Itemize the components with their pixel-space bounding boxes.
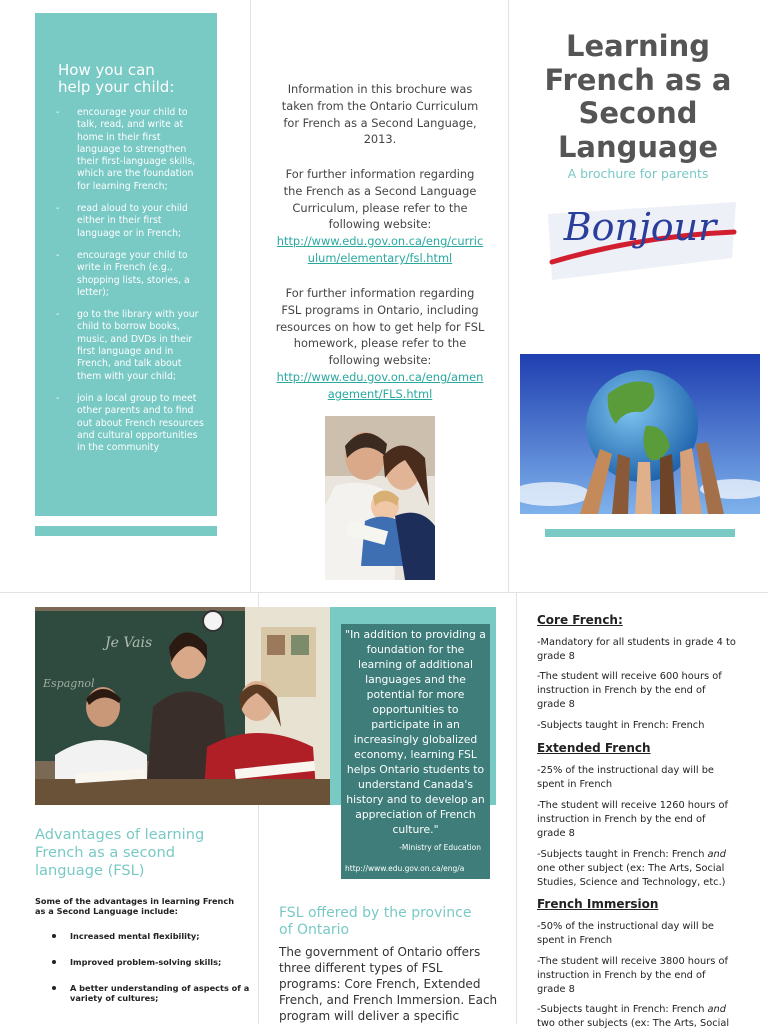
curriculum-paragraph (275, 166, 485, 267)
fsl-offered-title: FSL offered by the province of Ontario (279, 905, 472, 938)
advantages-intro: Some of the advantages in learning French as a Second Language include: (35, 896, 235, 916)
french-immersion-heading: French Immersion (537, 897, 659, 911)
help-list-item: - encourage your child to talk, read, and write at home in their first language to strengthen their first-language skills, which are the foundation for learning French; (54, 107, 204, 193)
curriculum-text: For further information regarding the French as a Second Language Curriculum, please refer to the following website: (283, 167, 477, 232)
subjects-text: -Subjects taught in French: French (537, 1004, 708, 1015)
decorative-bar (35, 526, 217, 536)
subjects-text: one other subject (ex: The Arts, Social Studies, Science and Technology, etc.) (537, 862, 726, 888)
help-list-item: - join a local group to meet other parents and to find out about French resources and cultural opportunities in the community (54, 393, 204, 454)
subjects-text: -Subjects taught in French: French (537, 849, 708, 860)
classroom-photo (35, 607, 330, 805)
help-title-line: How you can (58, 61, 155, 79)
advantages-list-item: Improved problem-solving skills; (35, 957, 250, 967)
quote-attribution: -Ministry of Education (399, 843, 481, 852)
help-list-item: - go to the library with your child to borrow books, music, and DVDs in their first language and in French, and talk about them with your child; (54, 309, 204, 383)
svg-text:Espagnol: Espagnol (43, 677, 95, 690)
title-line: Second (578, 96, 698, 131)
core-french-point: -The student will receive 600 hours of instruction in French by the end of grade 8 (537, 671, 722, 710)
subjects-and: and (707, 1004, 726, 1015)
ministry-quote: "In addition to providing a foundation for the learning of additional languages and the potential for more opportunities to participate in an increasingly globalized economy, learning FSL helps Ontario students to understand Canada's history and to develop an appreciation of French culture." (345, 628, 486, 836)
advantages-list-item: Increased mental flexibility; (35, 931, 250, 941)
help-list-item: - read aloud to your child either in their first language or in French; (54, 203, 204, 240)
extended-french-point: -The student will receive 1260 hours of instruction in French by the end of grade 8 (537, 800, 728, 839)
title-line: French as a (544, 62, 732, 97)
panel-divider (508, 0, 509, 592)
brochure-subtitle: A brochure for parents (567, 166, 709, 181)
extended-french-heading: Extended French (537, 741, 651, 755)
curriculum-link[interactable]: http://www.edu.gov.on.ca/eng/curriculum/elementary/fsl.html (276, 234, 484, 265)
quote-url[interactable]: http://www.edu.gov.on.ca/eng/a (345, 864, 465, 873)
extended-french-point: -25% of the instructional day will be spent in French (537, 765, 714, 790)
programs-text: For further information regarding FSL programs in Ontario, including resources on how to get help for FSL homework, please refer to the following website: (275, 286, 485, 368)
french-immersion-subjects (537, 1003, 737, 1031)
decorative-bar (545, 529, 735, 537)
core-french-point: -Subjects taught in French: French (537, 720, 705, 731)
programs-paragraph (275, 285, 485, 403)
fsl-offered-body: The government of Ontario offers three different types of FSL programs: Core French, Extended French, and French Immersion. Each program will deliver a specific (279, 945, 498, 1023)
bonjour-logo (540, 196, 740, 286)
subjects-text: two other subjects (ex: The Arts, Social (537, 1017, 730, 1029)
svg-text:Je Vais: Je Vais (105, 635, 153, 651)
extended-french-subjects (537, 848, 737, 889)
advantages-title: Advantages of learning French as a second language (FSL) (35, 826, 205, 879)
core-french-heading: Core French: (537, 613, 623, 627)
brochure-title (520, 30, 756, 164)
help-title-line: help your child: (58, 78, 175, 96)
source-paragraph: Information in this brochure was taken from the Ontario Curriculum for French as a Second Language, 2013. (281, 82, 479, 147)
title-line: Learning (565, 29, 710, 63)
title-line: Language (557, 129, 719, 164)
advantages-list-item: A better understanding of aspects of a variety of cultures; (35, 983, 250, 1003)
panel-divider (250, 0, 251, 592)
panel-divider (516, 592, 517, 1024)
amenagement-link[interactable]: http://www.edu.gov.on.ca/eng/amenagement/FLS.html (276, 369, 484, 401)
core-french-point: -Mandatory for all students in grade 4 to grade 8 (537, 637, 736, 662)
globe-hands-photo (520, 354, 760, 514)
subjects-and: and (707, 849, 726, 860)
logo-text: Bonjour (563, 205, 717, 249)
page-divider (0, 592, 768, 593)
help-list-item: - encourage your child to write in French (e.g., shopping lists, stories, a letter); (54, 250, 204, 299)
help-title (58, 62, 208, 96)
french-immersion-point: -50% of the instructional day will be spent in French (537, 921, 714, 946)
help-list (54, 107, 204, 464)
french-immersion-point: -The student will receive 3800 hours of instruction in French by the end of grade 8 (537, 956, 728, 995)
advantages-list (35, 931, 250, 1019)
family-reading-photo (325, 416, 435, 580)
